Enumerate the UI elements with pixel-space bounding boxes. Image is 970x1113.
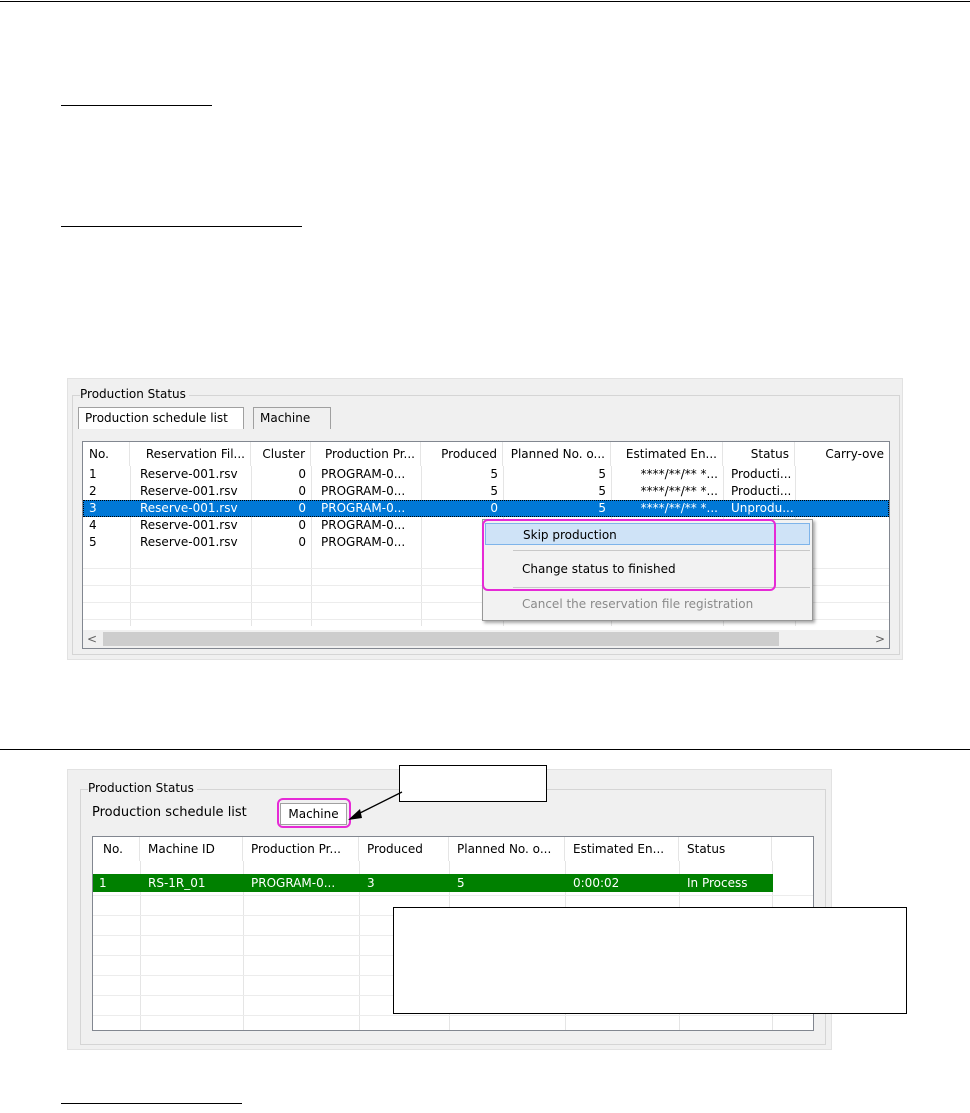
col-header-produced[interactable]: Produced <box>421 442 503 466</box>
grid-line <box>93 1015 813 1016</box>
cell-no: 2 <box>89 484 97 498</box>
callout-box <box>399 765 547 802</box>
cell-no: 1 <box>89 467 97 481</box>
cell-cluster: 0 <box>298 518 306 532</box>
cell-file: Reserve-001.rsv <box>140 501 238 515</box>
menu-item-skip-production[interactable]: Skip production <box>485 523 810 545</box>
col-header-reservation-file[interactable]: Reservation Fil... <box>130 442 251 466</box>
group-label: Production Status <box>88 781 197 795</box>
cell-program: PROGRAM-0... <box>321 501 406 515</box>
col-header-estimated-end[interactable]: Estimated En... <box>611 442 723 466</box>
col-header-cluster[interactable]: Cluster <box>251 442 311 466</box>
cell-program: PROGRAM-0... <box>321 467 406 481</box>
heading-underline-1 <box>61 105 212 106</box>
cell-cluster: 0 <box>298 501 306 515</box>
table-row-selected[interactable] <box>83 500 889 517</box>
cell-planned: 5 <box>598 501 606 515</box>
col-header-produced[interactable]: Produced <box>359 837 449 861</box>
highlight-box <box>482 519 776 591</box>
table-row[interactable] <box>83 483 889 500</box>
cell-planned: 5 <box>457 876 465 890</box>
col-header-estimated-end[interactable]: Estimated En... <box>565 837 679 861</box>
cell-status: Producti... <box>731 467 792 481</box>
cell-planned: 5 <box>598 467 606 481</box>
tab-machine[interactable]: Machine <box>253 407 331 429</box>
cell-program: PROGRAM-0... <box>321 484 406 498</box>
cell-status: Unprodu... <box>731 501 794 515</box>
cell-file: Reserve-001.rsv <box>140 518 238 532</box>
scroll-right-arrow[interactable]: > <box>874 632 886 646</box>
cell-planned: 5 <box>598 484 606 498</box>
table-row-in-process[interactable] <box>93 874 773 892</box>
heading-underline-3 <box>61 1103 242 1104</box>
horizontal-scrollbar[interactable] <box>83 630 889 648</box>
scroll-left-arrow[interactable]: < <box>86 632 98 646</box>
col-header-no[interactable]: No. <box>93 837 140 861</box>
cell-no: 4 <box>89 518 97 532</box>
cell-cluster: 0 <box>298 535 306 549</box>
col-header-machine-id[interactable]: Machine ID <box>140 837 243 861</box>
cell-status: In Process <box>687 876 748 890</box>
group-label: Production Status <box>80 387 189 401</box>
col-header-status[interactable]: Status <box>679 837 772 861</box>
table-header <box>83 442 889 466</box>
cell-estimated: ****/**/** *... <box>640 501 718 515</box>
cell-estimated: 0:00:02 <box>573 876 620 890</box>
cell-file: Reserve-001.rsv <box>140 535 238 549</box>
cell-file: Reserve-001.rsv <box>140 467 238 481</box>
col-header-carry-over[interactable]: Carry-ove <box>825 447 884 461</box>
tab-production-schedule-list[interactable]: Production schedule list <box>78 407 244 429</box>
table-row[interactable] <box>83 466 889 483</box>
table-header <box>93 837 813 861</box>
callout-arrow <box>340 790 410 825</box>
scroll-thumb[interactable] <box>103 632 779 646</box>
col-header-production-program[interactable]: Production Pr... <box>311 442 421 466</box>
col-header-planned[interactable]: Planned No. o... <box>503 442 611 466</box>
cell-produced: 5 <box>490 467 498 481</box>
cell-estimated: ****/**/** *... <box>640 467 718 481</box>
cell-produced: 3 <box>367 876 375 890</box>
cell-program: PROGRAM-0... <box>321 518 406 532</box>
menu-item-cancel-reservation[interactable]: Cancel the reservation file registration <box>522 597 754 611</box>
col-header-status[interactable]: Status <box>723 442 795 466</box>
cell-cluster: 0 <box>298 484 306 498</box>
cell-estimated: ****/**/** *... <box>640 484 718 498</box>
cell-machine-id: RS-1R_01 <box>148 876 206 890</box>
heading-underline-2 <box>61 226 302 227</box>
cell-status: Producti... <box>731 484 792 498</box>
grid-line <box>93 895 813 896</box>
annotation-box <box>393 907 907 1014</box>
cell-file: Reserve-001.rsv <box>140 484 238 498</box>
menu-item-change-status-finished[interactable]: Change status to finished <box>522 562 676 576</box>
cell-cluster: 0 <box>298 467 306 481</box>
cell-program: PROGRAM-0... <box>251 876 336 890</box>
col-header-planned[interactable]: Planned No. o... <box>449 837 565 861</box>
tab-machine[interactable]: Machine <box>280 803 347 825</box>
cell-no: 5 <box>89 535 97 549</box>
cell-no: 3 <box>89 501 97 515</box>
col-header-no[interactable]: No. <box>83 442 130 466</box>
top-rule <box>0 1 970 2</box>
cell-produced: 5 <box>490 484 498 498</box>
cell-produced: 0 <box>490 501 498 515</box>
section-rule <box>0 749 970 750</box>
tab-production-schedule-list[interactable]: Production schedule list <box>92 805 247 820</box>
cell-program: PROGRAM-0... <box>321 535 406 549</box>
col-header-production-program[interactable]: Production Pr... <box>243 837 359 861</box>
cell-no: 1 <box>99 876 107 890</box>
